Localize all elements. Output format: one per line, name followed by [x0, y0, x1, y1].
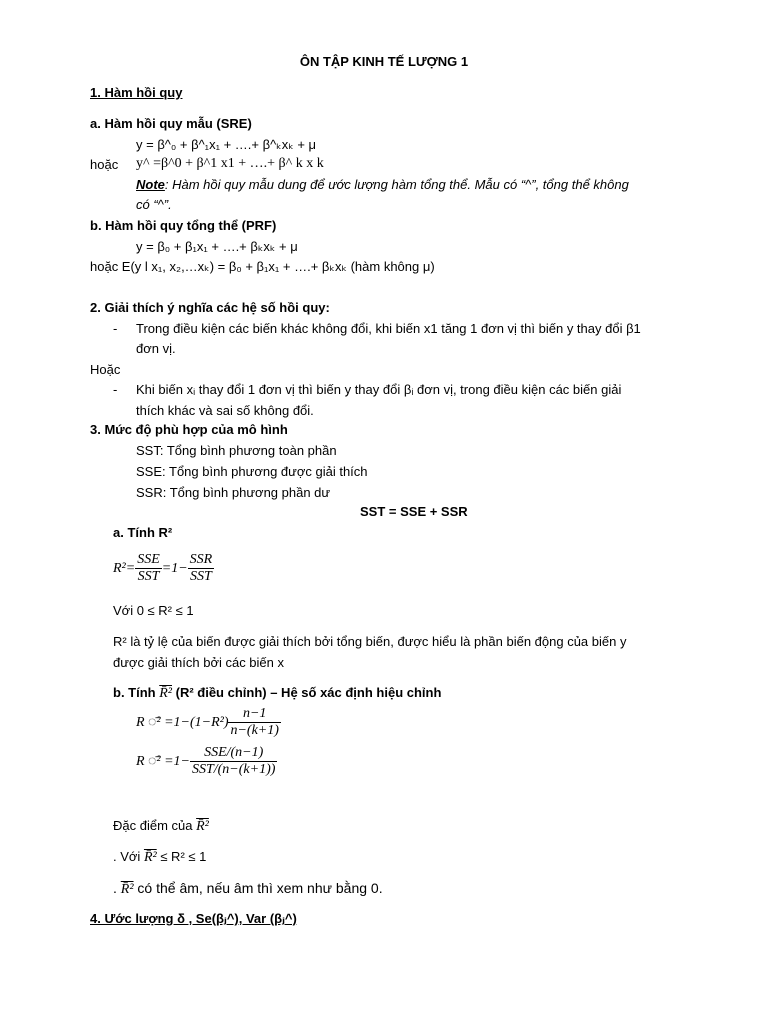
- sre-equation-hat: y^ =β^0 + β^1 x1 + ….+ β^ k x k: [136, 156, 324, 171]
- prf-equation: y = β₀ + β₁x₁ + ….+ βₖxₖ + μ: [136, 239, 298, 254]
- note-text: : Hàm hồi quy mẫu dung để ước lượng hàm tổng thể. Mẫu có “^”, tổng thể không: [164, 177, 629, 192]
- interpretation-1: Trong điều kiện các biến khác không đổi, khi biến x1 tăng 1 đơn vị thì biến y thay đổi β1: [136, 321, 641, 336]
- or-label-2: Hoặc: [90, 362, 121, 377]
- r2-explanation: R² là tỷ lệ của biến được giải thích bởi tổng biến, được hiểu là phần biến động của biến y: [113, 634, 627, 649]
- section-2-heading: 2. Giải thích ý nghĩa các hệ số hồi quy:: [90, 300, 330, 315]
- page-title: ÔN TẬP KINH TẾ LƯỢNG 1: [299, 54, 469, 69]
- bullet: -: [113, 321, 118, 336]
- sse-definition: SSE: Tổng bình phương được giải thích: [136, 464, 368, 479]
- sre-equation: y = β^₀ + β^₁x₁ + ….+ β^ₖxₖ + μ: [136, 137, 317, 152]
- sst-definition: SST: Tổng bình phương toàn phần: [136, 443, 337, 458]
- ssr-definition: SSR: Tổng bình phương phần dư: [136, 485, 331, 500]
- interpretation-1-cont: đơn vị.: [136, 341, 176, 356]
- or-label: hoặc: [90, 157, 119, 172]
- section-1b-heading: b. Hàm hồi quy tổng thể (PRF): [90, 218, 277, 233]
- section-1-heading: 1. Hàm hồi quy: [90, 85, 183, 100]
- prf-conditional: hoặc E(y l x₁, x₂,…xₖ) = β₀ + β₁x₁ + ….+ βₖxₖ (hàm không μ): [90, 259, 435, 274]
- note-text-cont: có “^”.: [136, 197, 172, 212]
- r2-explanation-cont: được giải thích bởi các biến x: [113, 655, 284, 670]
- bullet: -: [113, 382, 118, 397]
- note-label: Note: [136, 177, 165, 192]
- section-4-heading: 4. Ước lượng δ , Se(βⱼ^), Var (βⱼ^): [90, 911, 297, 926]
- section-1a-heading: a. Hàm hồi quy mẫu (SRE): [90, 116, 252, 131]
- adjusted-r2-features: Đặc điểm của R̄²: [113, 818, 209, 834]
- section-3b-heading: b. Tính R̄² (R² điều chỉnh) – Hệ số xác định hiệu chỉnh: [113, 685, 442, 701]
- adjusted-r2-formula-2: R ◌̄² =1− $\frac{\text{SSE/(n−1)}}{\text{SST/(n−(k+1))}}$: [136, 745, 276, 777]
- r2-formula: R²= $\frac{\text{SSE}}{\text{SST}}$ =1− $\frac{\text{SSR}}{\text{SST}}$: [113, 552, 213, 584]
- sst-identity: SST = SSE + SSR: [360, 504, 468, 519]
- r2-range: Với 0 ≤ R² ≤ 1: [113, 603, 194, 618]
- adjusted-r2-feature-1: . Với R̄² ≤ R² ≤ 1: [113, 849, 207, 865]
- interpretation-2: Khi biến xᵢ thay đổi 1 đơn vị thì biến y thay đổi βᵢ đơn vị, trong điều kiện các biến giải: [136, 382, 622, 397]
- section-3a-heading: a. Tính R²: [113, 525, 173, 540]
- interpretation-2-cont: thích khác và sai số không đổi.: [136, 403, 314, 418]
- adjusted-r2-formula-1: R ◌̄² =1−(1−R²) $\frac{n-1}{n-(k+1)}$: [136, 706, 279, 738]
- section-3-heading: 3. Mức độ phù hợp của mô hình: [90, 422, 288, 437]
- adjusted-r2-feature-2: . R̄² có thể âm, nếu âm thì xem như bằng 0.: [113, 880, 383, 897]
